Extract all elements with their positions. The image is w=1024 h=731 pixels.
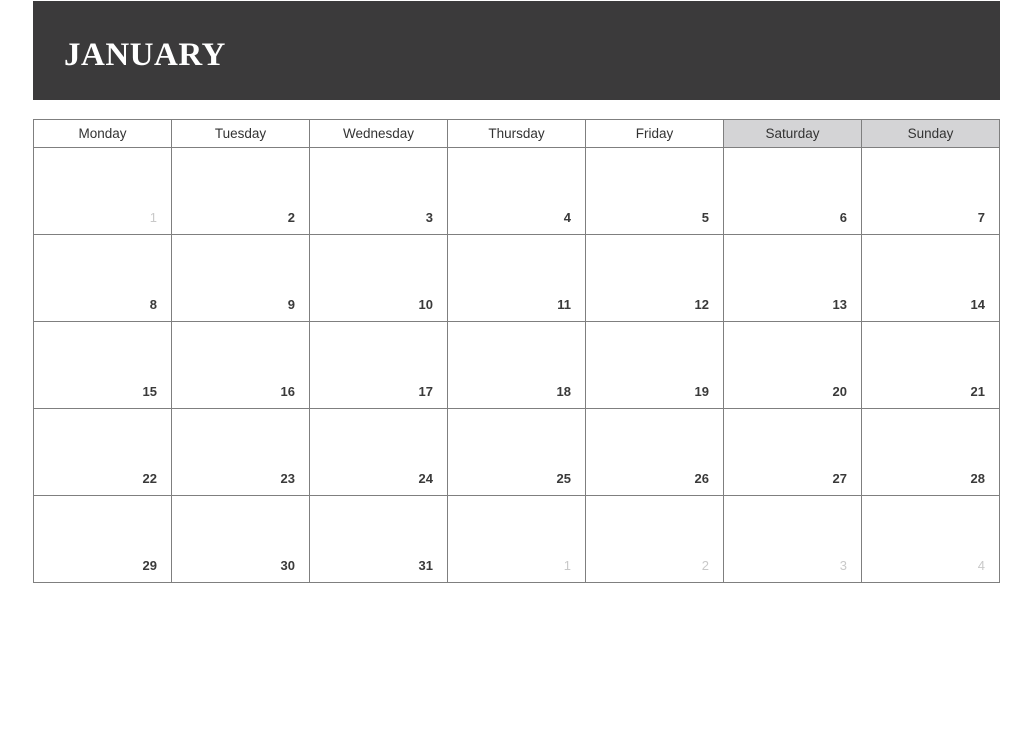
day-number: 22	[142, 471, 157, 486]
day-number: 31	[418, 558, 433, 573]
day-cell[interactable]	[586, 496, 724, 583]
day-cell[interactable]	[448, 322, 586, 409]
weekday-header-thursday: Thursday	[448, 120, 586, 148]
day-cell[interactable]	[862, 496, 1000, 583]
day-number: 10	[418, 297, 433, 312]
day-cell[interactable]	[586, 409, 724, 496]
day-cell[interactable]	[724, 235, 862, 322]
day-cell[interactable]	[310, 148, 448, 235]
day-number: 24	[418, 471, 433, 486]
weekday-header-sunday: Sunday	[862, 120, 1000, 148]
day-number: 28	[970, 471, 985, 486]
other-month-day-number: 1	[563, 558, 571, 573]
other-month-day-number: 3	[839, 558, 847, 573]
day-number: 26	[694, 471, 709, 486]
weekday-header-saturday: Saturday	[724, 120, 862, 148]
day-cell[interactable]	[34, 148, 172, 235]
day-cell[interactable]	[724, 409, 862, 496]
day-cell[interactable]	[862, 409, 1000, 496]
day-number: 29	[142, 558, 157, 573]
day-number: 23	[280, 471, 295, 486]
day-number: 21	[970, 384, 985, 399]
day-cell[interactable]	[172, 322, 310, 409]
weekday-header-wednesday: Wednesday	[310, 120, 448, 148]
day-number: 3	[425, 210, 433, 225]
day-cell[interactable]	[724, 496, 862, 583]
day-number: 30	[280, 558, 295, 573]
day-cell[interactable]	[448, 235, 586, 322]
day-cell[interactable]	[310, 322, 448, 409]
day-cell[interactable]	[310, 235, 448, 322]
day-cell[interactable]	[586, 235, 724, 322]
day-cell[interactable]	[862, 235, 1000, 322]
day-number: 4	[563, 210, 571, 225]
day-number: 11	[557, 297, 571, 312]
day-cell[interactable]	[172, 148, 310, 235]
day-number: 2	[287, 210, 295, 225]
week-row	[34, 409, 1000, 496]
day-number: 25	[556, 471, 571, 486]
day-cell[interactable]	[310, 496, 448, 583]
day-cell[interactable]	[724, 148, 862, 235]
day-number: 13	[832, 297, 847, 312]
day-number: 16	[280, 384, 295, 399]
other-month-day-number: 4	[977, 558, 985, 573]
day-number: 19	[694, 384, 709, 399]
day-cell[interactable]	[448, 496, 586, 583]
day-number: 9	[287, 297, 295, 312]
day-cell[interactable]	[172, 496, 310, 583]
other-month-day-number: 1	[149, 210, 157, 225]
week-row	[34, 496, 1000, 583]
day-cell[interactable]	[448, 148, 586, 235]
week-row	[34, 235, 1000, 322]
week-row	[34, 148, 1000, 235]
day-cell[interactable]	[586, 148, 724, 235]
month-title: JANUARY	[64, 37, 226, 73]
weekday-header-tuesday: Tuesday	[172, 120, 310, 148]
day-cell[interactable]	[586, 322, 724, 409]
day-cell[interactable]	[862, 322, 1000, 409]
day-cell[interactable]	[34, 409, 172, 496]
day-cell[interactable]	[34, 235, 172, 322]
day-cell[interactable]	[34, 496, 172, 583]
day-number: 18	[556, 384, 571, 399]
day-cell[interactable]	[310, 409, 448, 496]
day-number: 6	[839, 210, 847, 225]
day-cell[interactable]	[448, 409, 586, 496]
day-number: 8	[149, 297, 157, 312]
day-number: 12	[694, 297, 709, 312]
day-cell[interactable]	[172, 235, 310, 322]
calendar-body	[34, 148, 1000, 583]
day-cell[interactable]	[862, 148, 1000, 235]
other-month-day-number: 2	[701, 558, 709, 573]
weekday-header-row	[34, 120, 1000, 148]
day-number: 7	[977, 210, 985, 225]
weekday-header-monday: Monday	[34, 120, 172, 148]
day-number: 15	[142, 384, 157, 399]
day-number: 17	[418, 384, 433, 399]
day-cell[interactable]	[172, 409, 310, 496]
day-cell[interactable]	[724, 322, 862, 409]
day-number: 20	[832, 384, 847, 399]
calendar-grid	[33, 119, 1000, 583]
week-row	[34, 322, 1000, 409]
month-banner	[33, 1, 1000, 100]
weekday-header-friday: Friday	[586, 120, 724, 148]
day-number: 5	[701, 210, 709, 225]
day-cell[interactable]	[34, 322, 172, 409]
day-number: 14	[970, 297, 985, 312]
day-number: 27	[832, 471, 847, 486]
